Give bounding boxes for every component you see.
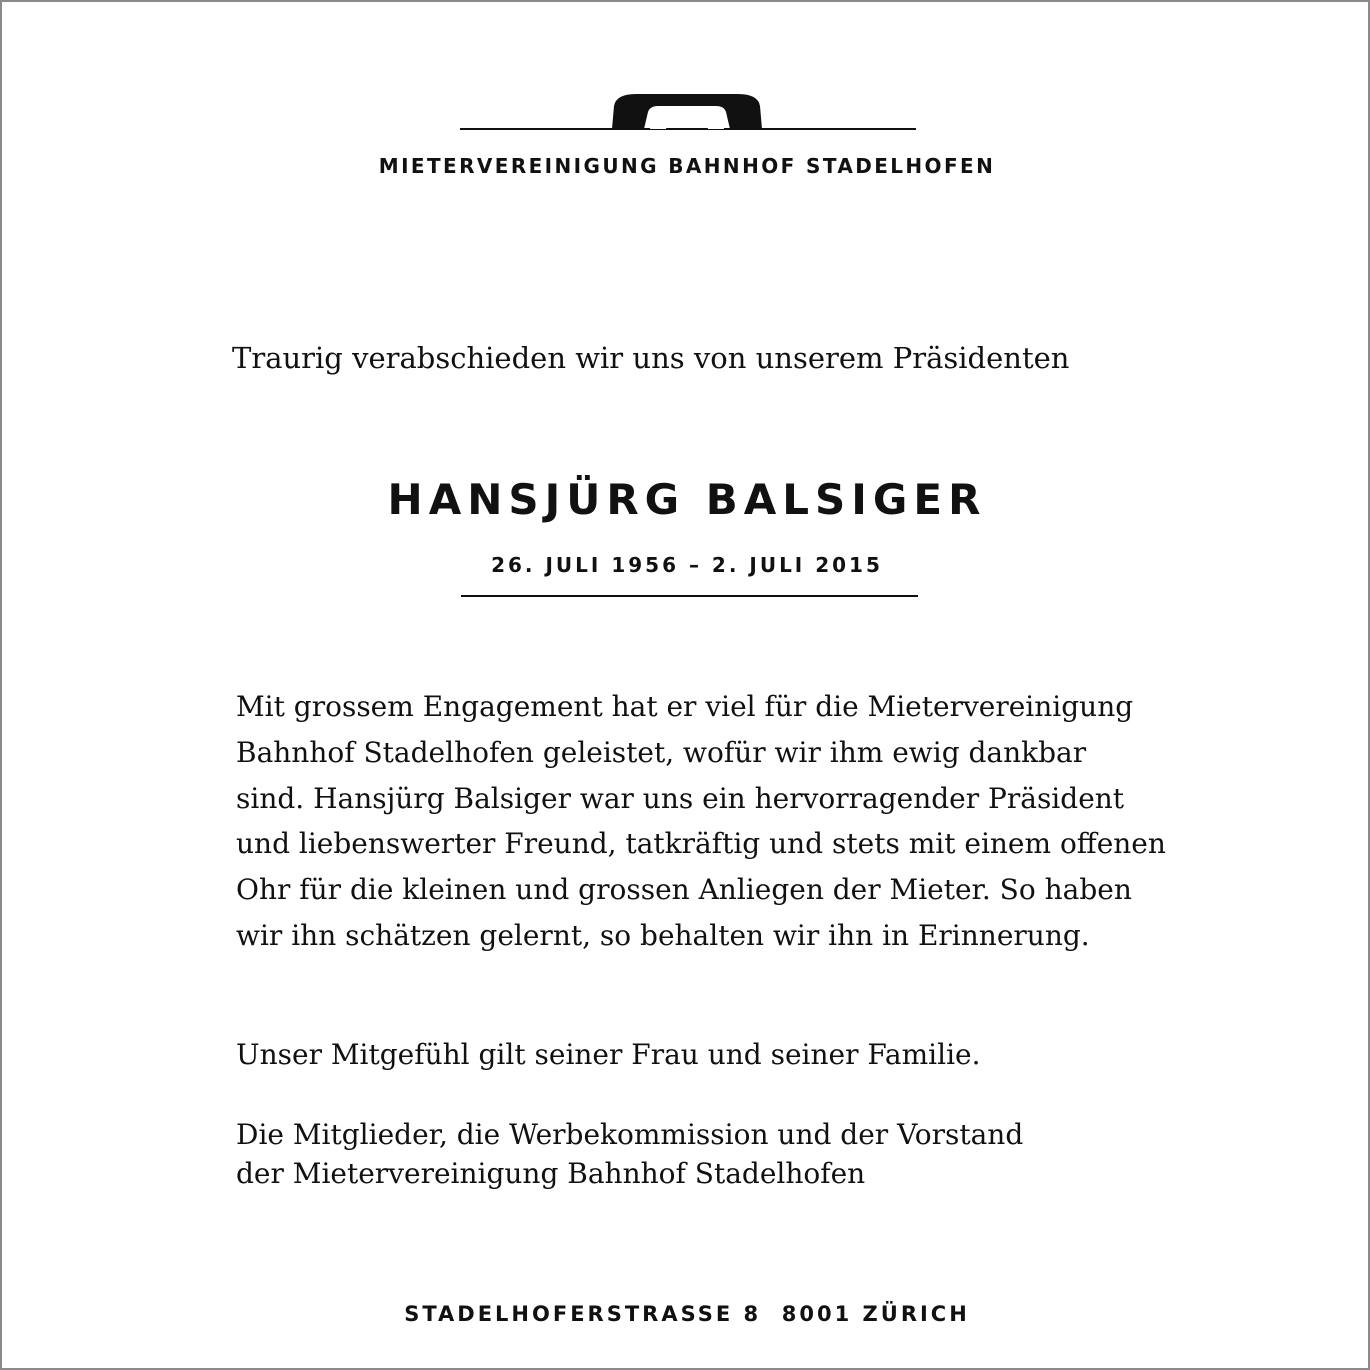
intro-line: Traurig verabschieden wir uns von unserem Präsidenten [232,341,1070,375]
signature-block [236,1115,1296,1193]
organization-name: MIETERVEREINIGUNG BAHNHOF STADELHOFEN [378,154,996,178]
dates-divider [461,595,918,597]
signature-line: der Mietervereinigung Bahnhof Stadelhofen [236,1157,866,1190]
deceased-name: HANSJÜRG BALSIGER [387,475,987,524]
tribute-line: und liebenswerter Freund, tatkräftig und stets mit einem offenen [236,827,1166,861]
station-arch-logo [460,88,916,134]
tribute-line: Bahnhof Stadelhofen geleistet, wofür wir ihm ewig dankbar [236,735,1087,769]
tribute-line: Mit grossem Engagement hat er viel für die Mietervereinigung [236,690,1134,723]
tribute-line: sind. Hansjürg Balsiger war uns ein hervorragender Präsident [236,781,1125,815]
life-dates: 26. JULI 1956 – 2. JULI 2015 [491,553,883,577]
tribute-line: wir ihn schätzen gelernt, so behalten wir ihn in Erinnerung. [236,918,1090,952]
tribute-line: Ohr für die kleinen und grossen Anliegen der Mieter. So haben [236,873,1132,907]
footer-address: STADELHOFERSTRASSE 8 8001 ZÜRICH [404,1302,970,1326]
signature-line: Die Mitglieder, die Werbekommission und der Vorstand [236,1118,1024,1151]
sympathy-line: Unser Mitgefühl gilt seiner Frau und seiner Familie. [236,1038,981,1071]
tribute-paragraph [236,684,1296,959]
